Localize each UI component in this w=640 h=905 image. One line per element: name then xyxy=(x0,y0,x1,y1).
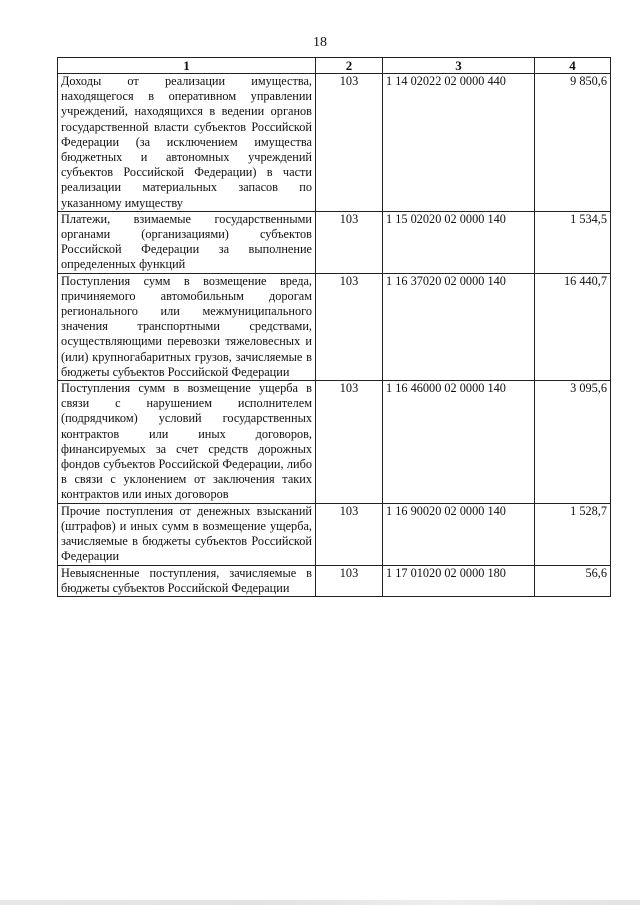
revenue-table xyxy=(57,57,611,597)
amount-cell: 16 440,7 xyxy=(535,273,611,380)
table-header-row xyxy=(58,58,611,74)
column-header-3: 3 xyxy=(383,58,535,74)
table-row xyxy=(58,74,611,212)
budget-code-cell: 1 16 46000 02 0000 140 xyxy=(383,381,535,504)
admin-code-cell: 103 xyxy=(316,381,383,504)
revenue-name-cell: Прочие поступления от денежных взысканий (штрафов) и иных сумм в возмещение ущерба, зачисляемые в бюджеты субъектов Российской Федерации xyxy=(58,503,316,565)
amount-cell: 3 095,6 xyxy=(535,381,611,504)
table-row xyxy=(58,211,611,273)
admin-code-cell: 103 xyxy=(316,74,383,212)
revenue-name-cell: Платежи, взимаемые государственными органами (организациями) субъектов Российской Федерации за выполнение определенных функций xyxy=(58,211,316,273)
admin-code-cell: 103 xyxy=(316,211,383,273)
table-row xyxy=(58,565,611,596)
budget-code-cell: 1 17 01020 02 0000 180 xyxy=(383,565,535,596)
admin-code-cell: 103 xyxy=(316,565,383,596)
revenue-name-cell: Невыясненные поступления, зачисляемые в бюджеты субъектов Российской Федерации xyxy=(58,565,316,596)
table-row xyxy=(58,381,611,504)
admin-code-cell: 103 xyxy=(316,273,383,380)
column-header-1: 1 xyxy=(58,58,316,74)
amount-cell: 9 850,6 xyxy=(535,74,611,212)
column-header-4: 4 xyxy=(535,58,611,74)
revenue-name-cell: Поступления сумм в возмещение вреда, причиняемого автомобильным дорогам регионального или межмуниципального значения транспортными средствами, осуществляющими перевозки тяжеловесных и (или) крупногабаритных грузов, зачисляемые в бюджеты субъектов Российской Федерации xyxy=(58,273,316,380)
budget-code-cell: 1 15 02020 02 0000 140 xyxy=(383,211,535,273)
admin-code-cell: 103 xyxy=(316,503,383,565)
budget-code-cell: 1 14 02022 02 0000 440 xyxy=(383,74,535,212)
amount-cell: 56,6 xyxy=(535,565,611,596)
column-header-2: 2 xyxy=(316,58,383,74)
page-number: 18 xyxy=(313,35,327,50)
budget-code-cell: 1 16 90020 02 0000 140 xyxy=(383,503,535,565)
budget-code-cell: 1 16 37020 02 0000 140 xyxy=(383,273,535,380)
revenue-name-cell: Доходы от реализации имущества, находящегося в оперативном управлении учреждений, находящихся в ведении органов государственной власти субъектов Российской Федерации (за исключением имущества бюджетных и автономных учреждений субъектов Российской Федерации) в части реализации материальных запасов по указанному имуществу xyxy=(58,74,316,212)
table-row xyxy=(58,503,611,565)
table-row xyxy=(58,273,611,380)
amount-cell: 1 534,5 xyxy=(535,211,611,273)
revenue-name-cell: Поступления сумм в возмещение ущерба в связи с нарушением исполнителем (подрядчиком) условий государственных контрактов или иных договоров, финансируемых за счет средств дорожных фондов субъектов Российской Федерации, либо в связи с уклонением от заключения таких контрактов или иных договоров xyxy=(58,381,316,504)
amount-cell: 1 528,7 xyxy=(535,503,611,565)
scan-edge-artifact xyxy=(0,900,640,905)
